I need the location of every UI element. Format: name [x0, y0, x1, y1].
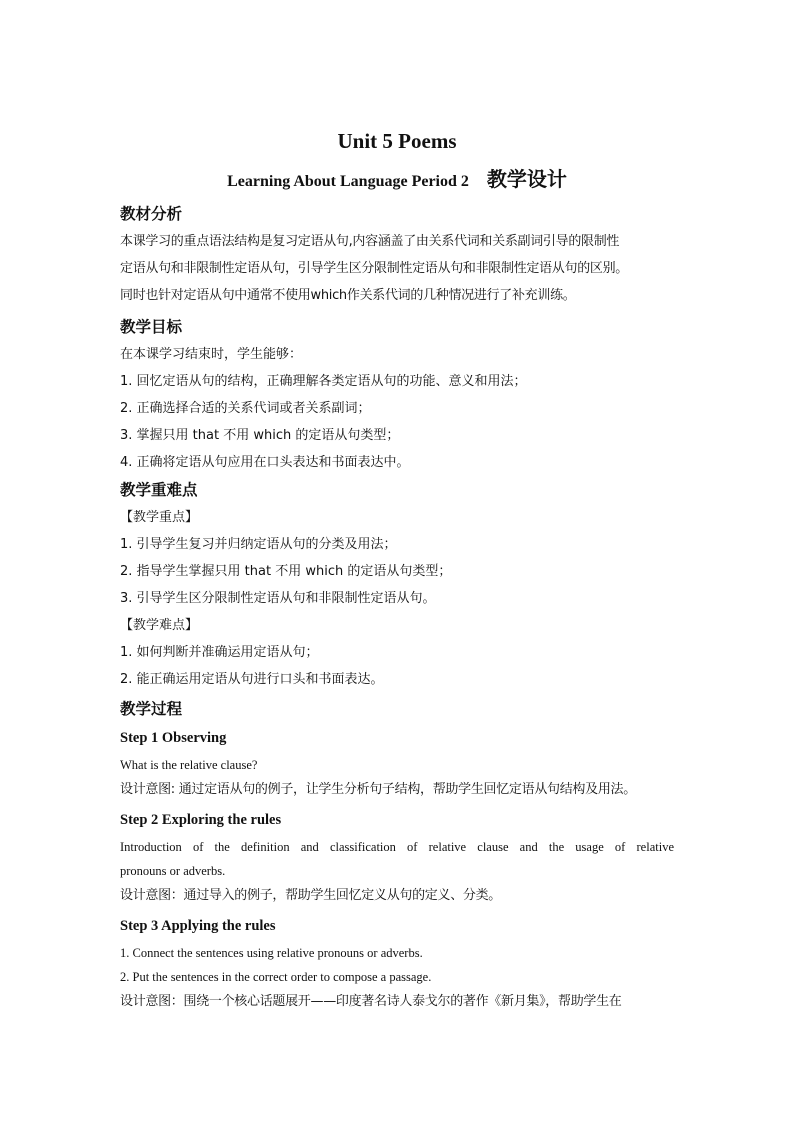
page-subtitle	[120, 158, 674, 200]
document-body	[120, 120, 674, 1015]
difficulty-item: 1. 如何判断并准确运用定语从句；	[120, 645, 319, 660]
step-2-text-line: Introduction of the definition and classification of relative clause and the usage of relative	[120, 840, 674, 854]
goal-item: 4. 正确将定语从句应用在口头表达和书面表达中。	[120, 455, 410, 470]
focus-item: 1. 引导学生复习并归纳定语从句的分类及用法；	[120, 537, 397, 552]
step-3-item: 2. Put the sentences in the correct order to compose a passage.	[120, 970, 432, 984]
analysis-line: 定语从句和非限制性定语从句，引导学生区分限制性定语从句和非限制性定语从句的区别。	[120, 261, 629, 276]
step-3-design: 设计意图：围绕一个核心话题展开——印度著名诗人泰戈尔的著作《新月集》，帮助学生在	[120, 994, 622, 1009]
step-2-title: Step 2 Exploring the rules	[120, 812, 282, 828]
analysis-paragraph	[120, 228, 674, 309]
page-title: Unit 5 Poems	[337, 129, 457, 153]
goal-item: 1. 回忆定语从句的结构，正确理解各类定语从句的功能、意义和用法；	[120, 374, 527, 389]
focus-item: 2. 指导学生掌握只用 that 不用 which 的定语从句类型；	[120, 564, 452, 579]
section-heading-process: 教学过程	[120, 700, 183, 718]
subtitle-cn: 教学设计	[486, 167, 567, 191]
section-heading-analysis: 教材分析	[120, 205, 183, 223]
step-3-item: 1. Connect the sentences using relative pronouns or adverbs.	[120, 946, 423, 960]
analysis-line: 同时也针对定语从句中通常不使用which作关系代词的几种情况进行了补充训练。	[120, 288, 576, 303]
focus-label: 【教学重点】	[120, 510, 199, 525]
step-1-title: Step 1 Observing	[120, 730, 227, 746]
subtitle-en: Learning About Language Period 2	[227, 173, 469, 190]
analysis-line: 本课学习的重点语法结构是复习定语从句,内容涵盖了由关系代词和关系副词引导的限制性	[120, 234, 620, 249]
difficulty-item: 2. 能正确运用定语从句进行口头和书面表达。	[120, 672, 384, 687]
step-2-text-line: pronouns or adverbs.	[120, 864, 226, 878]
step-1-design: 设计意图: 通过定语从句的例子，让学生分析句子结构，帮助学生回忆定语从句结构及用法。	[120, 782, 636, 797]
goal-item: 2. 正确选择合适的关系代词或者关系副词；	[120, 401, 371, 416]
step-3-title: Step 3 Applying the rules	[120, 918, 276, 934]
section-heading-key-points: 教学重难点	[120, 481, 198, 499]
step-1-text: What is the relative clause?	[120, 758, 258, 772]
focus-item: 3. 引导学生区分限制性定语从句和非限制性定语从句。	[120, 591, 436, 606]
step-2-design: 设计意图：通过导入的例子，帮助学生回忆定义从句的定义、分类。	[120, 888, 502, 903]
goal-item: 3. 掌握只用 that 不用 which 的定语从句类型；	[120, 428, 400, 443]
goals-intro: 在本课学习结束时，学生能够：	[120, 347, 303, 362]
section-heading-goals: 教学目标	[120, 318, 183, 336]
difficulty-label: 【教学难点】	[120, 618, 199, 633]
